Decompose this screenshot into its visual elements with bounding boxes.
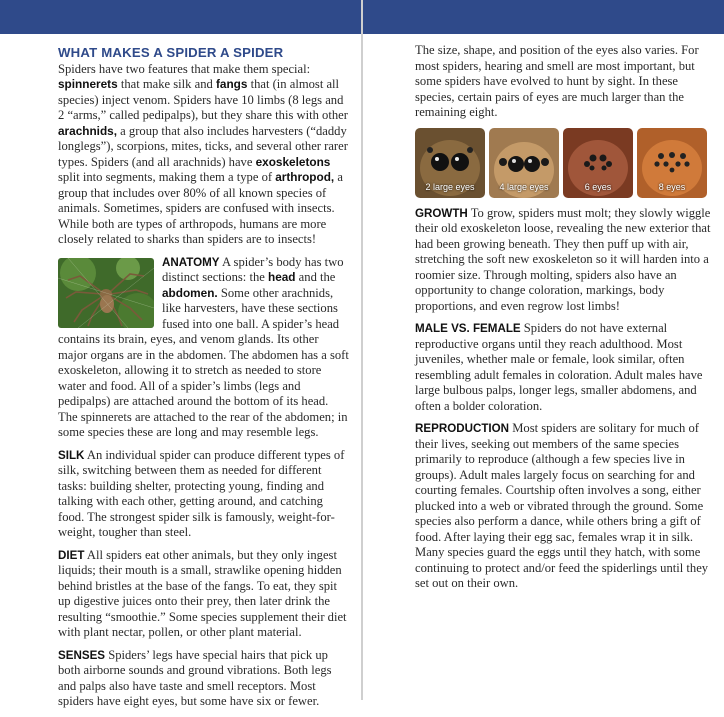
term-spinnerets: spinnerets — [58, 77, 118, 91]
senses-paragraph: SENSES Spiders’ legs have special hairs that pick up both airborne sounds and ground vibrations. Both legs and palps also have taste and smell receptors. Most spiders have eight eyes, but some have six or fewer. — [58, 647, 332, 708]
silk-paragraph: SILK An individual spider can produce different types of silk, switching between them as needed for different tasks: building shelter, protecting young, finding and talking with each other, getting around, and catching food. The strongest spider silk is famously, weight-for-weight, tougher than steel. — [58, 447, 345, 539]
heading-male-female: MALE VS. FEMALE — [415, 322, 521, 335]
left-content — [58, 43, 350, 717]
male-female-paragraph: MALE VS. FEMALE Spiders do not have external reproductive organs until they reach adulthood. Most juveniles, whether male or female, look similar, often resembling adult females in coloration. Adult males have large bulbous palps, longer legs, smaller abdomens, and often a bolder coloration. — [415, 321, 703, 413]
heading-growth: GROWTH — [415, 206, 468, 220]
left-page — [0, 0, 361, 708]
eye-photo-6 — [563, 128, 633, 198]
eye-photo-row — [415, 128, 711, 198]
term-fangs: fangs — [215, 77, 248, 91]
eye-photo-8 — [637, 128, 707, 198]
diet-paragraph: DIET All spiders eat other animals, but they only ingest liquids; their mouth is a small, strawlike opening hidden behind bristles at the base of the fangs. To eat, they spit up digestive juices onto their prey, then later drink the resulting “smoothie.” Some species supplement their diet with plant nectar, pollen, or other plant material. — [58, 547, 347, 639]
reproduction-paragraph: REPRODUCTION Most spiders are solitary for much of their lives, seeking out members of the same species primarily to reproduce (although a few species live in groups). Adult males largely focus on searching for and courting females. Courtship often involves a song, either plucked into a web or vibrated through the ground. Some species also perform a dance, while others bring a gift of food. After laying their egg sac, females wrap it in silk. Many species guard the eggs until they hatch, with some continuing to protect and/or feed the spiderlings until they set out on their own. — [415, 421, 709, 590]
eye-photo-4-large — [489, 128, 559, 198]
heading-reproduction: REPRODUCTION — [415, 422, 510, 435]
heading-senses: SENSES — [58, 648, 106, 662]
right-header-band — [363, 0, 724, 34]
eyes-paragraph: The size, shape, and position of the eyes also varies. For most spiders, hearing and smell are most important, but some spiders have evolved to hunt by sight. In these species, certain pairs of eyes are much larger than the remaining eight. — [415, 43, 699, 119]
right-page — [363, 0, 724, 700]
eye-caption: 2 large eyes — [425, 182, 475, 192]
spider-photo — [58, 258, 154, 328]
term-arachnids: arachnids, — [58, 123, 118, 138]
heading-anatomy: ANATOMY — [162, 255, 220, 269]
anatomy-paragraph: ANATOMY A spider’s body has two distinct sections: the head and the abdomen. Some other arachnids, like harvesters, have these sections fused into one ball. A spider’s head contains its brain, eyes, and venom glands. Its other major organs are in the abdomen. The abdomen has a soft exoskeleton, allowing it to stretch as needed to store water and food. All of a spider’s limbs (legs and pedipalps) are attached around the bottom of its head. The spinnerets are attached to the rear of the abdomen; in some species these are long and may resemble legs. — [58, 254, 349, 439]
eye-caption: 6 eyes — [584, 182, 612, 192]
term-exoskeletons: exoskeletons — [255, 154, 331, 169]
growth-paragraph: GROWTH To grow, spiders must molt; they slowly wiggle their old exoskeleton loose, revealing the new exterior that had been growing beneath. They then puff up with air, stretching the soft new exoskeleton so it will harden into a roomier size. Through molting, spiders also have an opportunity to change coloration, markings, body proportions, and even regrow lost limbs! — [415, 205, 711, 313]
section-title: WHAT MAKES A SPIDER A SPIDER — [58, 45, 284, 60]
heading-silk: SILK — [58, 448, 85, 462]
eye-caption: 4 large eyes — [499, 182, 549, 192]
term-abdomen: abdomen. — [162, 285, 218, 300]
right-content — [415, 43, 711, 599]
term-arthropod: arthropod, — [275, 170, 335, 184]
left-header-band — [0, 0, 361, 34]
term-head: head — [267, 270, 296, 284]
eye-caption: 8 eyes — [658, 182, 686, 192]
eye-photo-2-large — [415, 128, 485, 198]
heading-diet: DIET — [58, 548, 85, 562]
intro-paragraph: Spiders have two features that make them special: spinnerets that make silk and fangs that (in almost all species) inject venom. Spiders have 10 limbs (8 legs and 2 “arms,” called pedipalps), but they share this with other arachnids, a group that also includes harvesters (“daddy longlegs”), scorpions, mites, ticks, and several other rarer types. Spiders (and all arachnids) have exoskeletons split into segments, making them a type of arthropod, a group that includes over 80% of all known species of animals. Sometimes, spiders are confused with insects. While both are types of arthropods, humans are more closely related to sharks than spiders are to insects! — [58, 61, 348, 246]
